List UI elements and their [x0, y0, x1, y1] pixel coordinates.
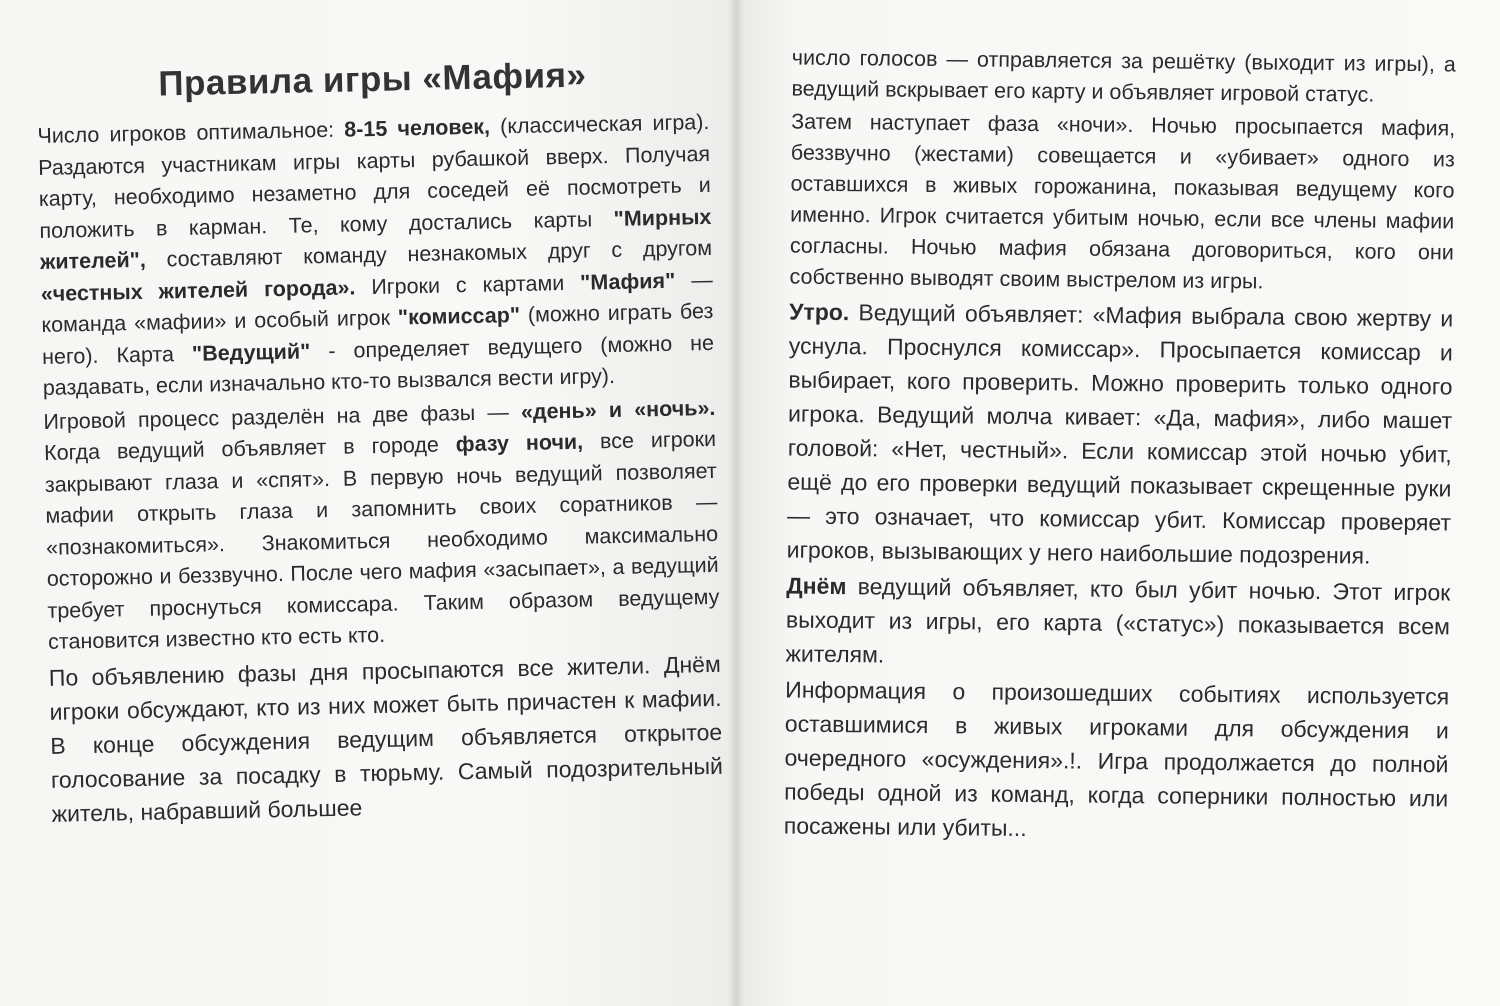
bold-text-run: Утро. [789, 298, 850, 326]
bold-text-run: "Мирных жителей", [39, 204, 712, 274]
text-run: Игроки с картами [355, 270, 581, 299]
bold-text-run: "Мафия" [579, 268, 676, 295]
text-run: Информация о произошедших событиях используется оставшимися в живых игроками для обсуждения и очередного «осуждения».!. Игра продолжается до полной победы одной из команд, когда соперники полностью или посажены или убиты... [783, 676, 1450, 842]
bold-text-run: «честных жителей города». [40, 274, 356, 306]
bold-text-run: "Ведущий" [191, 338, 311, 366]
text-run: (классическая игра). Раздаются участникам игры карты рубашкой вверх. Получая карту, необходимо незаметно для соседей её посмотреть и положить в карман. Те, кому достались карты [37, 109, 711, 243]
text-run: число голосов — отправляется за решётку (выходит из игры), а ведущий вскрывает его карту и объявляет игровой статус. [791, 45, 1456, 107]
text-run: Игровой процесс разделён на две фазы — [43, 399, 522, 434]
text-run: составляют команду незнакомых друг с другом [145, 235, 713, 272]
paragraph-day-phase [49, 646, 724, 830]
left-page-content [36, 53, 724, 830]
text-run: ведущий объявляет, кто был убит ночью. Этот игрок выходит из игры, его карта («статус») показывается всем жителям. [785, 573, 1451, 668]
bold-text-run: "комиссар" [397, 302, 521, 330]
right-page [736, 0, 1500, 1006]
paragraph-daytime [785, 568, 1450, 677]
text-run: По объявлению фазы дня просыпаются все жители. Днём игроки обсуждают, кто из них может быть причастен к мафии. В конце обсуждения ведущим объявляется открытое голосование за посадку в тюрьму. Самый подозрительный житель, набравший большее [48, 650, 724, 827]
paragraph-night-phase [789, 107, 1455, 300]
text-run: Ведущий объявляет: «Мафия выбрала свою жертву и уснула. Проснулся комиссар». Просыпается комиссар и выбирает, кого проверить. Можно проверить только одного игрока. Ведущий молча кивает: «Да, мафия», либо машет головой: «Нет, честный». Если комиссар этой ночью убит, ещё до его проверки ведущий показывает скрещенные руки — это означает, что комиссар убит. Комиссар проверяет игроков, вызывающих у него наибольшие подозрения. [786, 299, 1454, 569]
paragraph-game-end [784, 672, 1450, 849]
text-run: - определяет ведущего (можно не раздавать, если изначально кто-то вызвался вести игру). [42, 330, 715, 400]
text-run: все игроки закрывают глаза и «спят». В первую ночь ведущий позволяет мафии открыть глаза и запомнить своих соратников — «познакомиться». Знакомиться необходимо максимально осторожно и беззвучно. После чего мафия «засыпает», а ведущий требует проснуться комиссара. Таким образом ведущему становится известно кто есть кто. [44, 426, 720, 654]
paragraph-players [37, 107, 715, 405]
bold-text-run: Днём [786, 572, 847, 600]
text-run: Число игроков оптимальное: [37, 117, 345, 149]
text-run: — команда «мафии» и особый игрок [41, 267, 713, 337]
text-run: Затем наступает фаза «ночи». Ночью просыпается мафия, беззвучно (жестами) совещается и «убивает» одного из оставшихся в живых горожанина, показывая ведущему кого именно. Игрок считается убитым ночью, если все члены мафии согласны. Ночью мафия обязана договориться, кого они собственно выводят своим выстрелом из игры. [789, 109, 1456, 294]
bold-text-run: «день» и «ночь». [520, 395, 716, 424]
bold-text-run: 8-15 человек, [344, 114, 491, 142]
paragraph-game-phases [43, 392, 720, 658]
bold-text-run: фазу ночи, [455, 429, 584, 457]
text-run: (можно играть без него). Карта [41, 298, 714, 369]
paragraph-morning [787, 295, 1454, 574]
right-page-content [784, 43, 1456, 850]
text-run: Когда ведущий объявляет в городе [43, 432, 457, 465]
left-page [0, 0, 736, 1006]
page-title: Правила игры «Мафия» [158, 55, 587, 104]
paragraph-voting-result [791, 43, 1456, 112]
